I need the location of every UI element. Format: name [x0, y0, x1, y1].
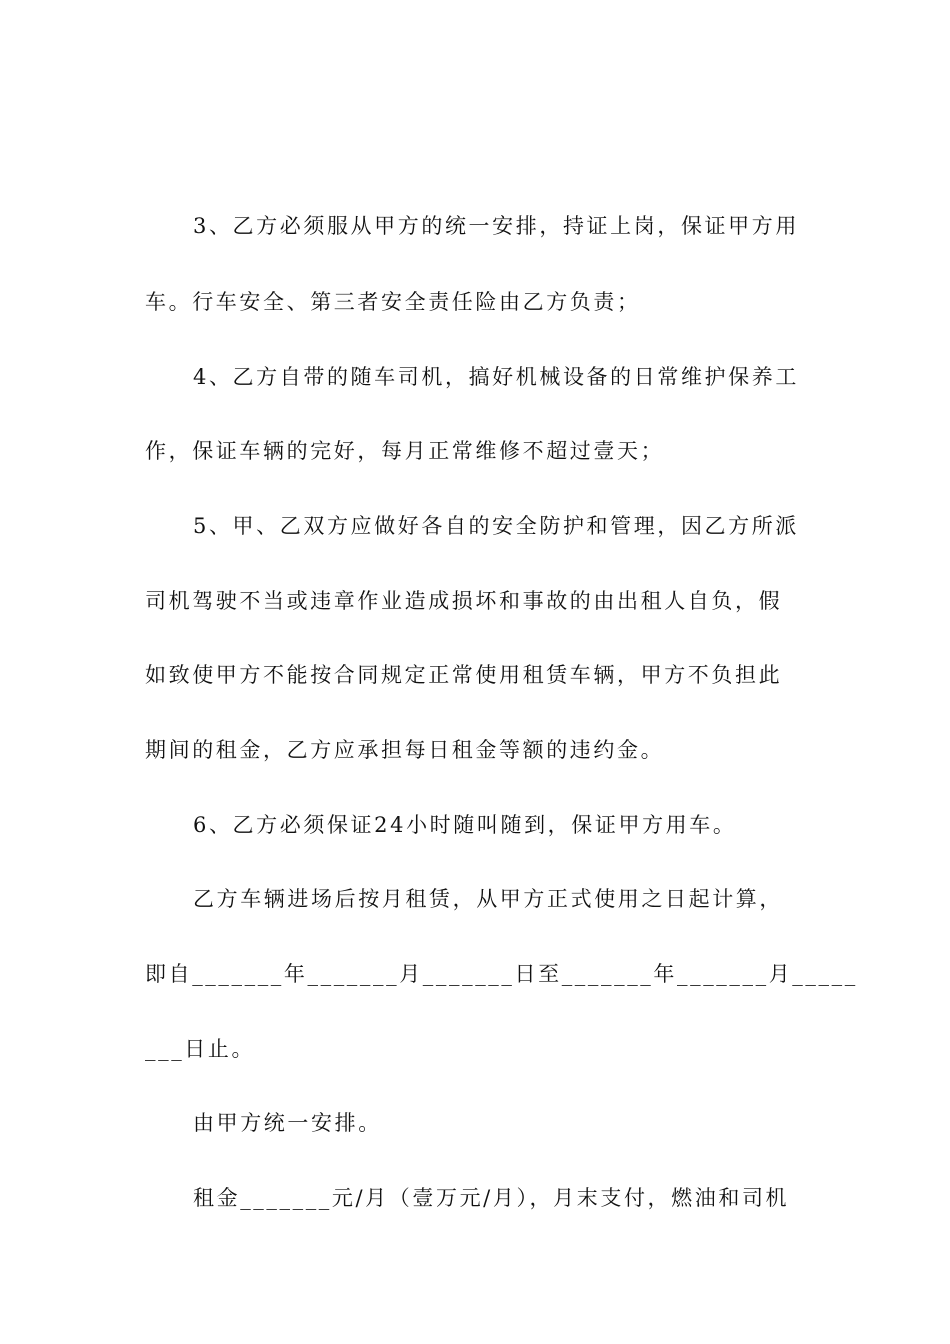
- clause-6-line-1: 6、乙方必须保证24小时随叫随到，保证甲方用车。: [193, 813, 737, 837]
- clause-4-line-1: 4、乙方自带的随车司机，搞好机械设备的日常维护保养工: [193, 365, 799, 389]
- rent-line-1: 租金_______元/月（壹万元/月），月末支付，燃油和司机: [193, 1186, 790, 1210]
- arrangement-line: 由甲方统一安排。: [193, 1111, 382, 1135]
- clause-3-line-2: 车。行车安全、第三者安全责任险由乙方负责；: [145, 290, 641, 314]
- lease-term-line-3: ___日止。: [145, 1037, 256, 1061]
- lease-term-line-1: 乙方车辆进场后按月租赁，从甲方正式使用之日起计算，: [193, 887, 783, 911]
- clause-5-line-3: 如致使甲方不能按合同规定正常使用租赁车辆，甲方不负担此: [145, 663, 783, 687]
- clause-5-line-4: 期间的租金，乙方应承担每日租金等额的违约金。: [145, 738, 665, 762]
- clause-4-line-2: 作，保证车辆的完好，每月正常维修不超过壹天；: [145, 439, 665, 463]
- clause-5-line-1: 5、甲、乙双方应做好各自的安全防护和管理，因乙方所派: [193, 514, 799, 538]
- lease-term-line-2: 即自_______年_______月_______日至_______年_______月_____: [145, 962, 858, 986]
- clause-3-line-1: 3、乙方必须服从甲方的统一安排，持证上岗，保证甲方用: [193, 214, 799, 238]
- clause-5-line-2: 司机驾驶不当或违章作业造成损坏和事故的由出租人自负，假: [145, 589, 783, 613]
